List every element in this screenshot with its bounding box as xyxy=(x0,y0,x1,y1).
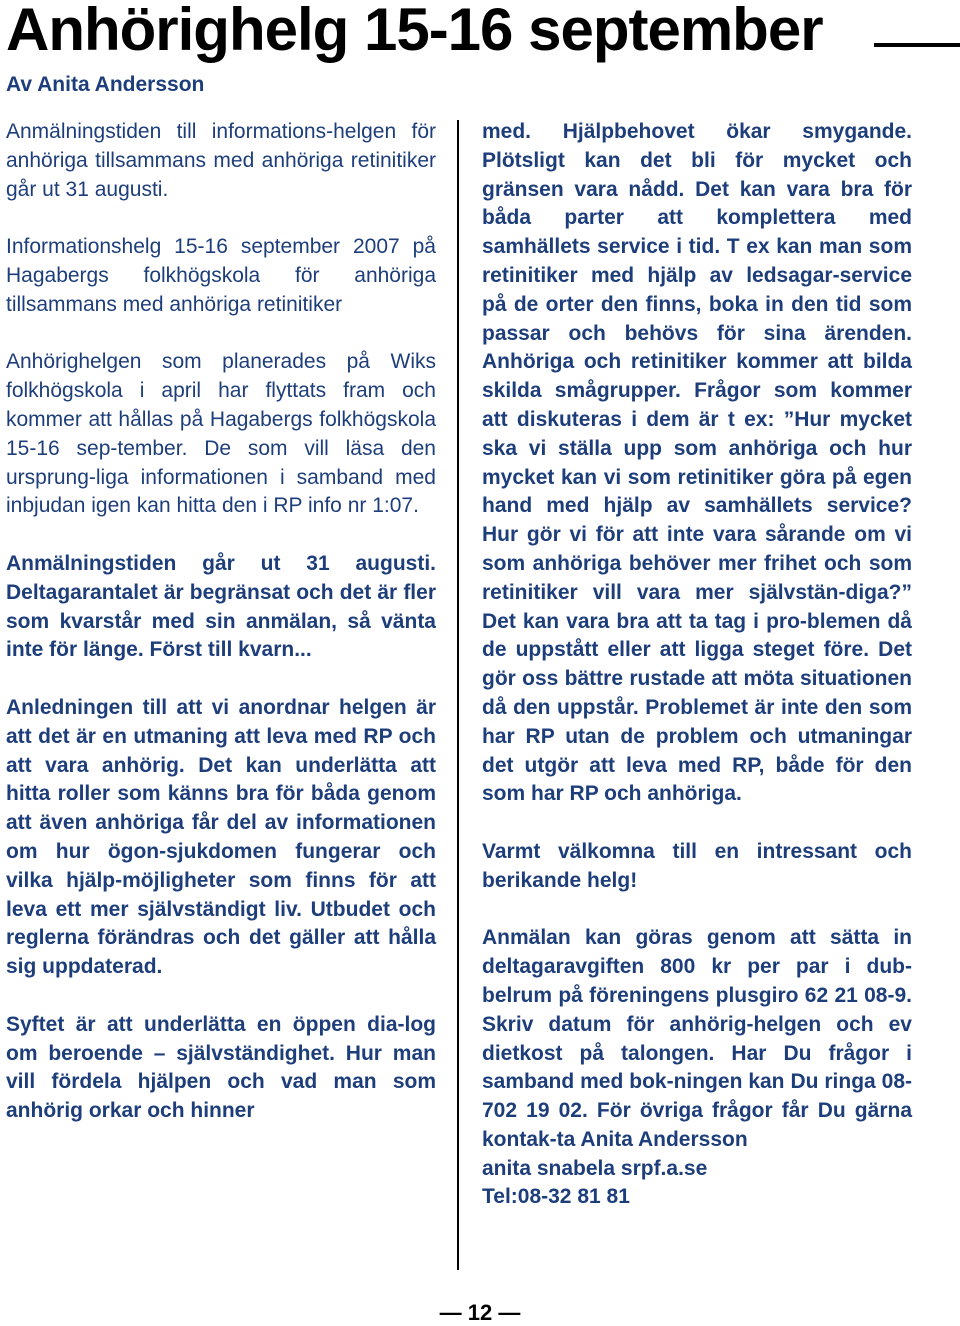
right-column xyxy=(482,118,912,1212)
article-title: Anhörighelg 15-16 september xyxy=(6,0,823,63)
byline: Av Anita Andersson xyxy=(6,73,205,96)
paragraph: Anmälningstiden går ut 31 augusti. Deltagarantalet är begränsat och det är fler som kvarstår med sin anmälan, så vänta inte för länge. Först till kvarn... xyxy=(6,551,436,662)
paragraph: Informationshelg 15-16 september 2007 på Hagabergs folkhögskola för anhöriga tillsammans med anhöriga retinitiker xyxy=(6,235,436,316)
paragraph: Varmt välkomna till en intressant och berikande helg! xyxy=(482,839,912,892)
paragraph: med. Hjälpbehovet ökar smygande. Plötsligt kan det bli för mycket och gränsen vara nådd. Det kan vara bra för båda parter att komplettera med samhällets service i tid. T ex kan man som retinitiker med hjälp av ledsagar-service på de orter den finns, boka in den tid som passar och behövs för sina ärenden. Anhöriga och retinitiker kommer att bilda skilda smågrupper. Frågor som kommer att diskuteras i dem är t ex: ”Hur mycket ska vi ställa upp som anhöriga och hur mycket kan vi som retinitiker göra på egen hand med hjälp av samhällets service? Hur gör vi för att inte vara sårande om vi som anhöriga behöver mer frihet och som retinitiker vill vara mer självstän-diga?” Det kan vara bra att ta tag i pro-blemen då de uppstått eller att ligga steget före. Det gör oss bättre rustade att möta situationen då den uppstår. Problemet är inte den som har RP utan de problem och utmaningar det utgör att leva med RP, både för den som har RP och anhöriga. xyxy=(482,120,912,806)
column-divider xyxy=(457,120,459,1270)
page-number: — 12 — xyxy=(439,1300,521,1325)
paragraph: Anmälan kan göras genom att sätta in deltagaravgiften 800 kr per par i dub-belrum på föreningens plusgiro 62 21 08-9. Skriv datum för anhörig-helgen och ev dietkost på talongen. Har Du frågor i samband med bok-ningen kan Du ringa 08-702 19 02. För övriga frågor får Du gärna kontak-ta Anita Andersson anita snabela srpf.a.se Tel:08-32 81 81 xyxy=(482,926,912,1209)
paragraph: Anhörighelgen som planerades på Wiks folkhögskola i april har flyttats fram och kommer att hållas på Hagabergs folkhögskola 15-16 sep-tember. De som vill läsa den ursprung-liga informationen i samband med inbjudan igen kan hitta den i RP info nr 1:07. xyxy=(6,350,436,518)
left-column xyxy=(6,118,436,1126)
paragraph: Anmälningstiden till informations-helgen för anhöriga tillsammans med anhöriga retinitiker går ut 31 augusti. xyxy=(6,120,436,201)
title-rule xyxy=(874,43,960,47)
paragraph: Anledningen till att vi anordnar helgen är att det är en utmaning att leva med RP och att vara anhörig. Det kan underlätta att hitta roller som känns bra för båda genom att även anhöriga får del av informationen om hur ögon-sjukdomen fungerar och vilka hjälp-möjligheter som finns för att leva ett mer självständigt liv. Utbudet och reglerna förändras och det gäller att hålla sig uppdaterad. xyxy=(6,695,436,979)
paragraph: Syftet är att underlätta en öppen dia-log om beroende – självständighet. Hur man vill fördela hjälpen och vad man som anhörig orkar och hinner xyxy=(6,1012,436,1123)
